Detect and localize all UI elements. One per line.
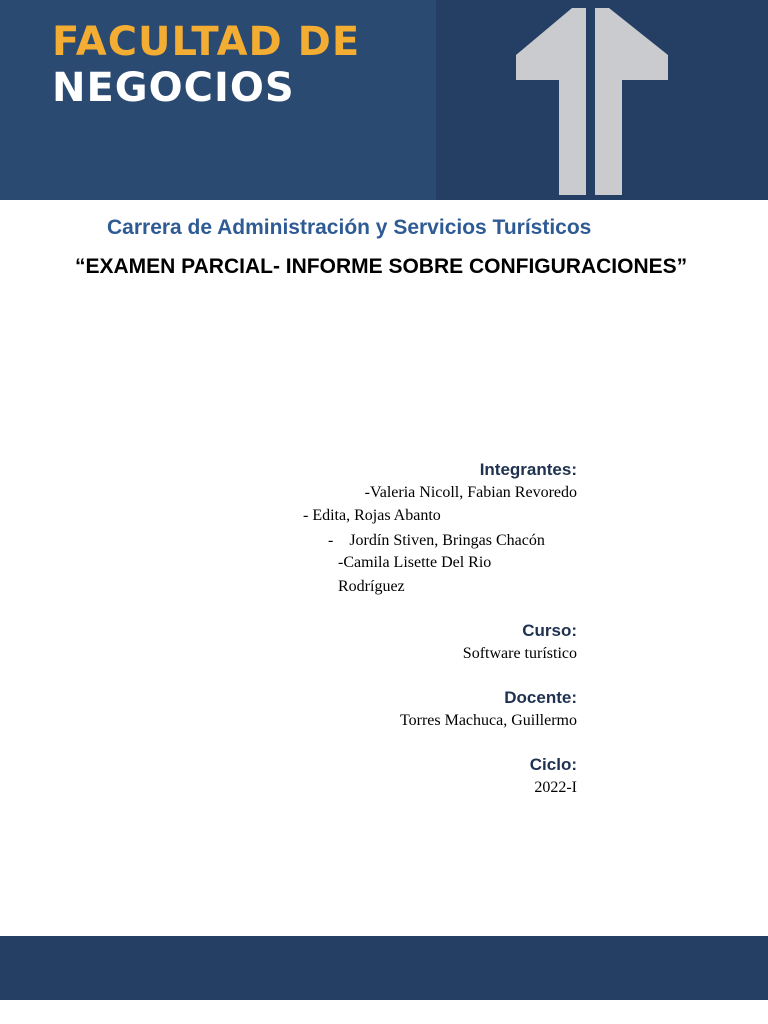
member-item: -Valeria Nicoll, Fabian Revoredo bbox=[364, 484, 577, 501]
header-banner bbox=[0, 0, 768, 200]
member-item: - Jordín Stiven, Bringas Chacón bbox=[328, 532, 545, 549]
brand-line-1: FACULTAD DE bbox=[52, 19, 361, 65]
members-label: Integrantes: bbox=[479, 460, 577, 479]
member-item: - Edita, Rojas Abanto bbox=[303, 507, 441, 524]
logo-right-arrow bbox=[595, 8, 668, 195]
teacher-label: Docente: bbox=[504, 688, 577, 707]
member-item: -Camila Lisette Del Rio bbox=[338, 554, 492, 571]
exam-title: “EXAMEN PARCIAL- INFORME SOBRE CONFIGURACIONES” bbox=[75, 255, 688, 278]
brand-line-2: NEGOCIOS bbox=[52, 65, 295, 111]
faculty-brand bbox=[52, 19, 361, 111]
course-label: Curso: bbox=[522, 621, 577, 640]
footer-band bbox=[0, 936, 768, 1000]
cycle-label: Ciclo: bbox=[529, 755, 577, 774]
career-name: Carrera de Administración y Servicios Turísticos bbox=[107, 216, 592, 239]
logo-left-arrow bbox=[516, 8, 586, 195]
member-item: Rodríguez bbox=[338, 578, 405, 595]
cycle-value: 2022-I bbox=[534, 779, 577, 796]
up-arrow-logo-icon bbox=[500, 0, 690, 200]
course-value: Software turístico bbox=[462, 645, 577, 662]
teacher-value: Torres Machuca, Guillermo bbox=[399, 712, 577, 729]
